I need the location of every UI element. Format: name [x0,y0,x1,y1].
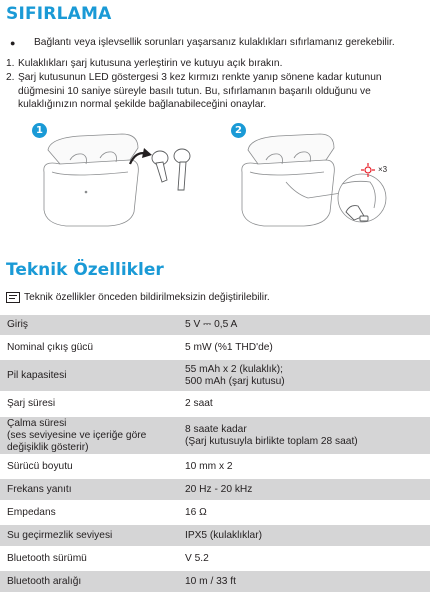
spec-label: Bluetooth sürümü [0,548,183,569]
led-blink-count: ×3 [378,165,388,174]
spec-value: 5 V ⎓ 0,5 A [183,315,430,335]
spec-value: V 5.2 [183,548,430,569]
reset-intro-bullet [8,36,424,50]
specs-note-text: Teknik özellikler önceden bildirilmeksizin değiştirilebilir. [24,292,270,303]
spec-value: 2 saat [183,393,430,415]
spec-label: Sürücü boyutu [0,456,183,477]
note-icon [6,292,20,303]
bullet-marker: ● [10,38,16,48]
spec-label: Su geçirmezlik seviyesi [0,525,183,546]
spec-label: Bluetooth aralığı [0,571,183,592]
case-insert-earbuds-illustration [30,120,230,235]
spec-value: IPX5 (kulaklıklar) [183,525,430,546]
spec-label: Şarj süresi [0,393,183,415]
spec-label: Pil kapasitesi [0,360,183,391]
spec-row [0,315,430,335]
spec-value: 8 saate kadar (Şarj kutusuyla birlikte toplam 28 saat) [183,417,430,454]
step-number: 2. [6,72,15,84]
step-text: Kulaklıkları şarj kutusuna yerleştirin ve kutuyu açık bırakın. [18,58,283,69]
reset-step-item [6,71,424,111]
spec-value: 20 Hz - 20 kHz [183,479,430,500]
case-button-press-illustration [228,120,428,235]
spec-value: 16 Ω [183,502,430,523]
step-number: 1. [6,58,15,69]
step-1-badge: 1 [32,123,47,138]
spec-row [0,360,430,391]
reset-intro-text: Bağlantı veya işlevsellik sorunları yaşarsanız kulaklıkları sıfırlamanız gerekebilir. [34,37,395,48]
spec-row [0,548,430,569]
spec-row [0,525,430,546]
spec-value: 10 m / 33 ft [183,571,430,592]
step-2-badge: 2 [231,123,246,138]
spec-value: 55 mAh x 2 (kulaklık); 500 mAh (şarj kutusu) [183,360,430,391]
spec-value: 5 mW (%1 THD'de) [183,337,430,358]
specs-table [0,313,430,594]
spec-row [0,502,430,523]
spec-label: Frekans yanıtı [0,479,183,500]
reset-step-item [6,57,424,70]
spec-row [0,456,430,477]
spec-row [0,337,430,358]
spec-label: Empedans [0,502,183,523]
specs-note [6,292,270,303]
step-text: Şarj kutusunun LED göstergesi 3 kez kırmızı renkte yanıp sönene kadar kutunun düğmesini 10 saniye süreyle basılı tutun. Bu, sıfırlamanın başarılı olduğunu ve kulaklığınızın normal şekilde bağlanabileceğini onaylar. [18,72,382,111]
spec-row [0,571,430,592]
specs-section-title: Teknik Özellikler [6,260,164,280]
spec-row [0,417,430,454]
spec-label: Çalma süresi (ses seviyesine ve içeriğe göre değişiklik gösterir) [0,417,183,454]
reset-section-title: SIFIRLAMA [6,4,112,24]
spec-value: 10 mm x 2 [183,456,430,477]
spec-label: Giriş [0,315,183,335]
spec-label: Nominal çıkış gücü [0,337,183,358]
reset-steps-list [6,57,424,113]
spec-row [0,479,430,500]
spec-row [0,393,430,415]
